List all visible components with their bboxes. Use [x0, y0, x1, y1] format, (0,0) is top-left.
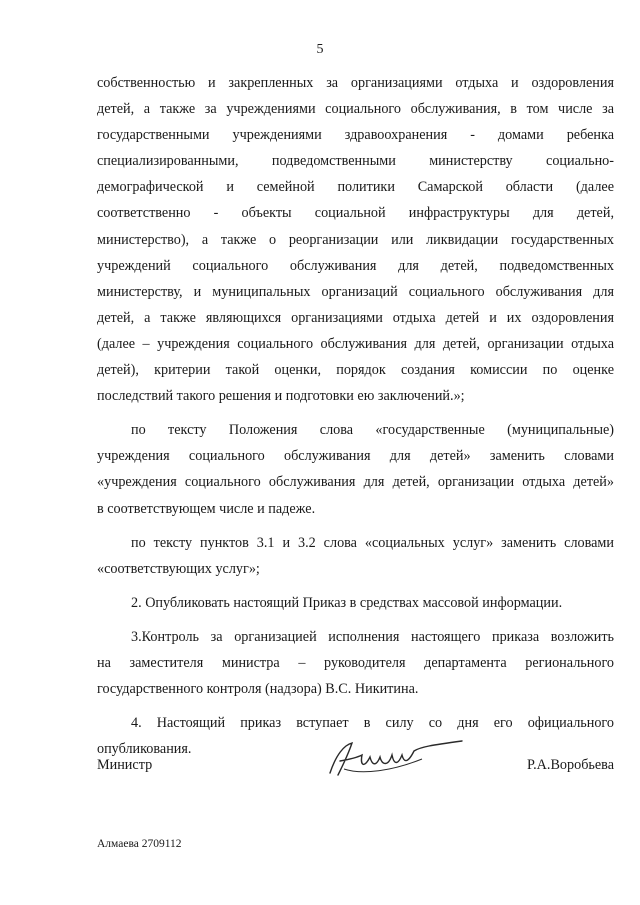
text-line: учреждения социального обслуживания для детей» заменить словами: [97, 448, 614, 465]
paragraph: [97, 417, 614, 521]
text-line: государственного контроля (надзора) В.С. Никитина.: [97, 681, 419, 698]
text-line: детей), критерии такой оценки, порядок создания комиссии по оценке: [97, 362, 614, 379]
page-number: 5: [316, 42, 324, 57]
document-body: [97, 70, 614, 770]
text-line: министерство), а также о реорганизации или ликвидации государственных: [97, 231, 614, 248]
text-line: детей, а также за учреждениями социального обслуживания, в том числе за: [97, 101, 614, 118]
text-line: министерству, и муниципальных организаций социального обслуживания для: [97, 283, 614, 300]
text-line: детей, а также являющихся организациями отдыха детей и их оздоровления: [97, 309, 614, 326]
text-line: собственностью и закрепленных за организациями отдыха и оздоровления: [97, 75, 614, 91]
text-line: 2. Опубликовать настоящий Приказ в средствах массовой информации.: [131, 594, 563, 611]
text-line: 4. Настоящий приказ вступает в силу со дня его официального: [131, 715, 614, 732]
text-line: опубликования.: [97, 741, 192, 758]
text-line: учреждений социального обслуживания для детей, подведомственных: [97, 257, 614, 274]
text-line: по тексту пунктов 3.1 и 3.2 слова «социальных услуг» заменить словами: [131, 534, 614, 551]
text-line: специализированными, подведомственными министерству социально-: [97, 153, 614, 170]
paragraph: [97, 70, 614, 409]
text-line: «учреждения социального обслуживания для детей, организации отдыха детей»: [97, 474, 614, 491]
text-line: «соответствующих услуг»;: [97, 560, 260, 577]
text-line: 3.Контроль за организацией исполнения настоящего приказа возложить: [131, 628, 614, 645]
text-line: (далее – учреждения социального обслуживания для детей, организации отдыха: [97, 335, 614, 352]
paragraph: [97, 530, 614, 582]
executor-note: Алмаева 2709112: [97, 838, 182, 850]
signatory-name: Р.А.Воробьева: [527, 757, 614, 773]
signature-block: [97, 735, 614, 795]
paragraph: [97, 624, 614, 702]
text-line: на заместителя министра – руководителя департамента регионального: [97, 654, 614, 671]
text-line: государственными учреждениями здравоохранения - домами ребенка: [97, 127, 614, 144]
text-line: последствий такого решения и подготовки ею заключений.»;: [97, 388, 465, 405]
signatory-title: Министр: [97, 757, 153, 773]
text-line: соответственно - объекты социальной инфраструктуры для детей,: [97, 205, 614, 222]
paragraph: [97, 590, 614, 616]
handwritten-signature: [322, 735, 472, 785]
text-line: в соответствующем числе и падеже.: [97, 500, 316, 517]
text-line: демографической и семейной политики Самарской области (далее: [97, 179, 614, 196]
text-line: по тексту Положения слова «государственные (муниципальные): [131, 422, 614, 439]
